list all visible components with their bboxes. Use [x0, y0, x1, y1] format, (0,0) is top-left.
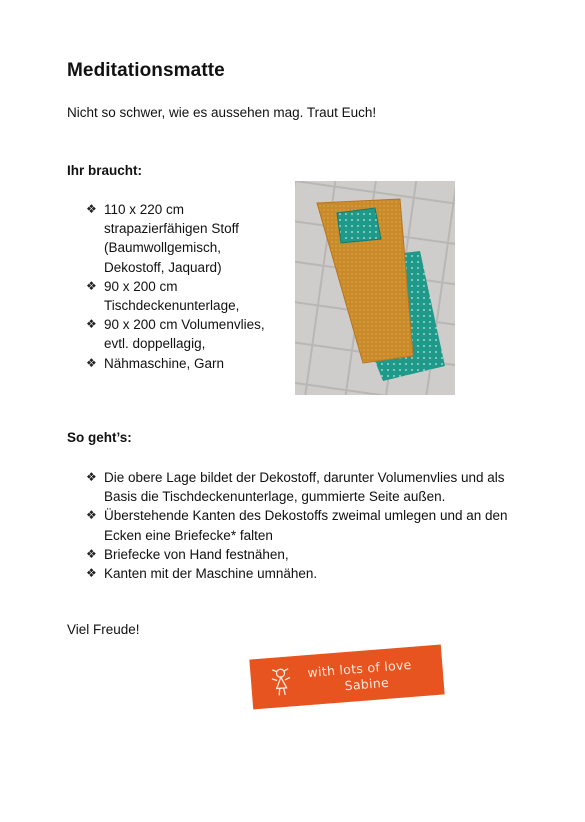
bullet-icon: ❖ [86, 470, 97, 484]
intro-text: Nicht so schwer, wie es aussehen mag. Traut Euch! [67, 105, 377, 120]
list-item [86, 564, 536, 583]
list-item-text: 90 x 200 cm Volumenvlies, evtl. doppellagig, [104, 317, 265, 352]
bullet-icon: ❖ [86, 317, 97, 332]
list-item [86, 315, 276, 353]
bullet-icon: ❖ [86, 202, 97, 216]
closing-text: Viel Freude! [67, 622, 140, 637]
list-item [86, 545, 536, 564]
list-item [86, 468, 536, 506]
instructions-list [86, 468, 536, 583]
bullet-icon: ❖ [86, 278, 97, 293]
list-item [86, 277, 276, 315]
list-item [86, 506, 536, 544]
bullet-icon: ❖ [86, 355, 97, 370]
list-item [86, 354, 276, 373]
bullet-icon: ❖ [86, 566, 97, 581]
signature-stamp [249, 645, 444, 710]
meditation-mat-photo [295, 181, 455, 395]
stamp-line-1: with lots of love [306, 656, 413, 681]
stamp-line-2: Sabine [344, 674, 390, 694]
materials-heading: Ihr braucht: [67, 163, 143, 178]
list-item-text: Nähmaschine, Garn [104, 355, 225, 371]
list-item-text: Überstehende Kanten des Dekostoffs zweimal umlegen und an den Ecken eine Briefecke* falten [104, 508, 508, 543]
list-item-text: 90 x 200 cm Tischdeckenunterlage, [104, 278, 240, 314]
page-title: Meditationsmatte [67, 60, 225, 81]
list-item-text: Kanten mit der Maschine umnähen. [104, 566, 318, 582]
list-item-text: Die obere Lage bildet der Dekostoff, darunter Volumenvlies und als Basis die Tischdeckenunterlage, gummierte Seite außen. [104, 470, 505, 505]
instructions-heading: So geht’s: [67, 430, 132, 445]
bullet-icon: ❖ [86, 508, 97, 523]
list-item-text: 110 x 220 cm strapazierfähigen Stoff (Baumwollgemisch, Dekostoff, Jaquard) [104, 202, 239, 275]
list-item [86, 200, 276, 277]
bullet-icon: ❖ [86, 546, 97, 561]
girl-figure-icon [268, 665, 295, 704]
list-item-text: Briefecke von Hand festnähen, [104, 546, 289, 562]
materials-list [86, 200, 276, 373]
